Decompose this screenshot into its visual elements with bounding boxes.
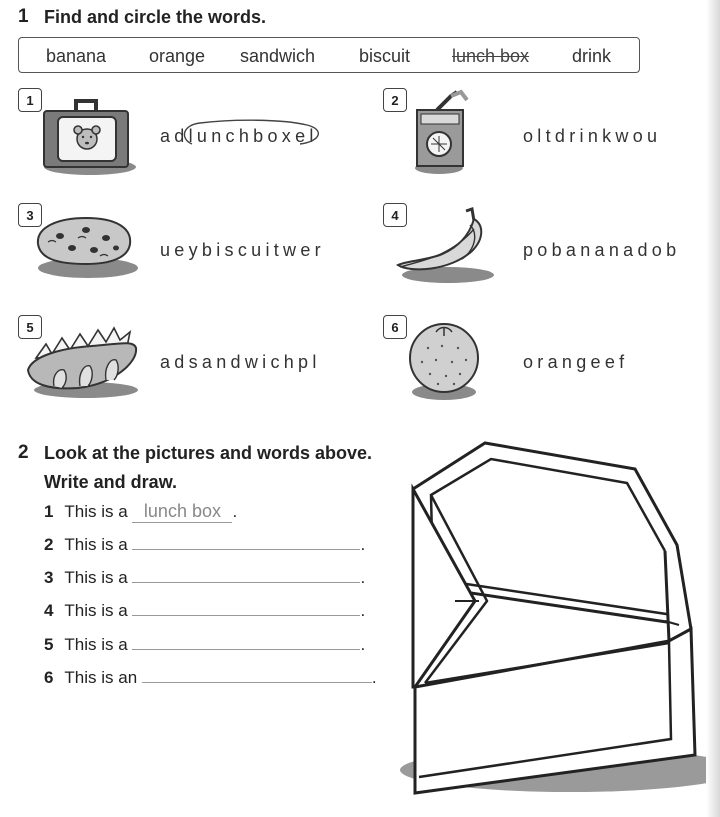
sentence-2 bbox=[44, 535, 365, 555]
item-3-letters: ueybiscuitwer bbox=[160, 240, 325, 260]
answer-circle bbox=[172, 117, 332, 153]
item-5-badge: 5 bbox=[18, 315, 42, 339]
sentence-text: This is a bbox=[64, 601, 128, 620]
sentence-5 bbox=[44, 635, 365, 655]
word-bank-drink: drink bbox=[572, 46, 612, 66]
answer-line-5[interactable] bbox=[132, 635, 360, 650]
sentence-number: 6 bbox=[44, 668, 54, 687]
item-2-letters: oltdrinkwou bbox=[523, 126, 662, 146]
word-bank-sandwich: sandwich bbox=[240, 46, 316, 66]
exercise-1-title: Find and circle the words. bbox=[44, 7, 267, 27]
word-bank-biscuit: biscuit bbox=[359, 46, 411, 66]
sentence-number: 3 bbox=[44, 568, 54, 587]
item-2-badge: 2 bbox=[383, 88, 407, 112]
exercise-1-number: 1 bbox=[18, 6, 29, 27]
item-6-letters: orangeef bbox=[523, 352, 629, 372]
orange-icon bbox=[402, 318, 492, 406]
sandwich-icon bbox=[22, 318, 142, 400]
biscuit-icon bbox=[30, 212, 140, 282]
sentence-end: . bbox=[360, 535, 366, 554]
item-4-letters: pobananadob bbox=[523, 240, 681, 260]
word-bank bbox=[18, 37, 640, 73]
sentence-number: 1 bbox=[44, 502, 54, 521]
banana-icon bbox=[390, 205, 500, 285]
sentence-text: This is a bbox=[64, 568, 128, 587]
open-lunch-box-drawing-area[interactable] bbox=[395, 425, 713, 810]
sentence-3 bbox=[44, 568, 365, 588]
sentence-number: 4 bbox=[44, 601, 54, 620]
exercise-2-title-line2: Write and draw. bbox=[44, 472, 178, 492]
sentence-number: 5 bbox=[44, 635, 54, 654]
page-edge-shadow bbox=[706, 0, 720, 817]
drink-carton-icon bbox=[405, 88, 495, 178]
sentence-end: . bbox=[360, 635, 366, 654]
word-bank-lunch-box-crossed: lunch box bbox=[452, 46, 530, 66]
answer-line-1[interactable] bbox=[132, 501, 232, 523]
item-5-letters: adsandwichpl bbox=[160, 352, 321, 372]
answer-line-2[interactable] bbox=[132, 535, 360, 550]
item-1-badge: 1 bbox=[18, 88, 42, 112]
answer-text: lunch box bbox=[143, 501, 221, 521]
sentence-end: . bbox=[371, 668, 377, 687]
sentence-6 bbox=[44, 668, 377, 688]
exercise-2-title-line1: Look at the pictures and words above. bbox=[44, 443, 373, 463]
item-6-badge: 6 bbox=[383, 315, 407, 339]
lunch-box-icon bbox=[36, 95, 136, 177]
item-4-badge: 4 bbox=[383, 203, 407, 227]
word-bank-orange: orange bbox=[149, 46, 206, 66]
sentence-end: . bbox=[232, 502, 238, 521]
sentence-text: This is a bbox=[64, 635, 128, 654]
answer-line-4[interactable] bbox=[132, 601, 360, 616]
item-1-letters: adlunchboxel bbox=[160, 126, 318, 146]
sentence-text: This is a bbox=[64, 502, 128, 521]
sentence-end: . bbox=[360, 601, 366, 620]
sentence-text: This is an bbox=[64, 668, 138, 687]
sentence-1 bbox=[44, 501, 237, 523]
answer-line-3[interactable] bbox=[132, 568, 360, 583]
exercise-2-number: 2 bbox=[18, 442, 29, 463]
sentence-number: 2 bbox=[44, 535, 54, 554]
answer-line-6[interactable] bbox=[142, 668, 372, 683]
sentence-text: This is a bbox=[64, 535, 128, 554]
item-3-badge: 3 bbox=[18, 203, 42, 227]
word-bank-banana: banana bbox=[46, 46, 107, 66]
sentence-end: . bbox=[360, 568, 366, 587]
sentence-4 bbox=[44, 601, 365, 621]
